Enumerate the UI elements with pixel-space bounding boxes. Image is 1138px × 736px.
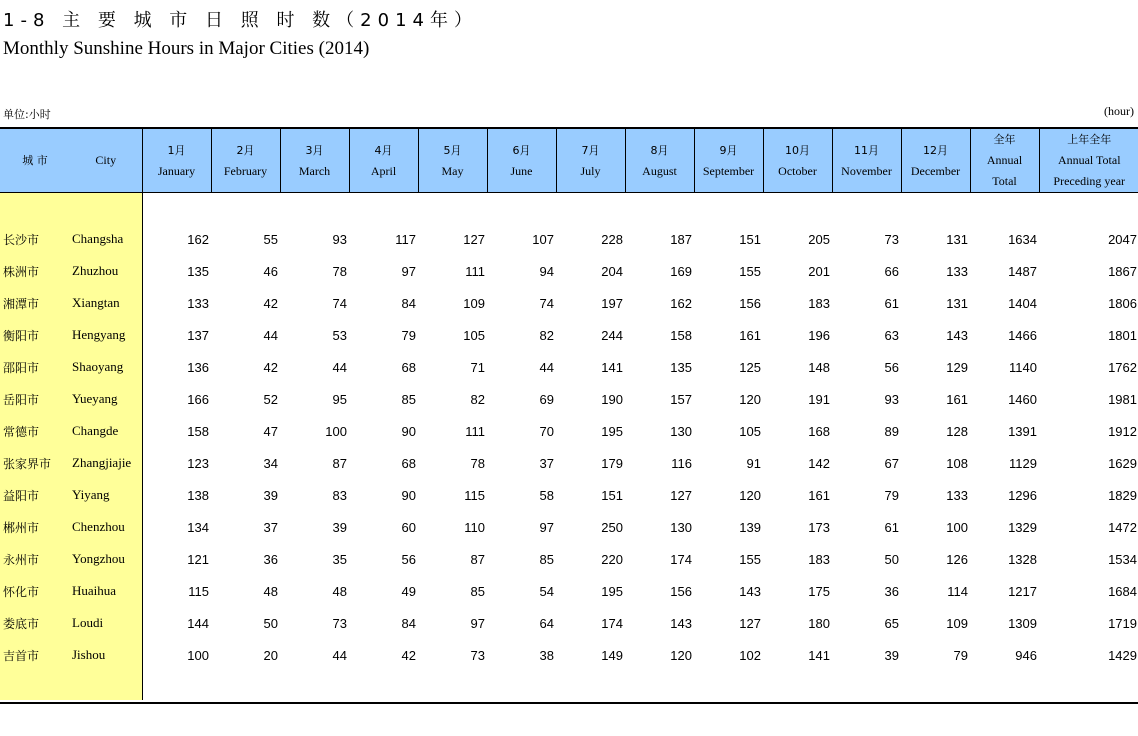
- month-value-cell: 97: [401, 263, 416, 279]
- month-value-cell: 50: [263, 615, 278, 631]
- month-value-cell: 143: [739, 583, 761, 599]
- month-value-cell: 143: [670, 615, 692, 631]
- city-name-en: Hengyang: [70, 319, 142, 351]
- month-value-cell: 114: [947, 583, 968, 599]
- month-value-cell: 151: [739, 231, 761, 247]
- month-value-cell: 87: [332, 455, 347, 471]
- month-value-cell: 56: [884, 359, 899, 375]
- month-value-cell: 46: [263, 263, 278, 279]
- month-value-cell: 158: [670, 327, 692, 343]
- month-value-cell: 84: [401, 295, 416, 311]
- month-value-cell: 111: [465, 263, 485, 279]
- month-value-cell: 205: [808, 231, 830, 247]
- month-value-cell: 36: [263, 551, 278, 567]
- month-value-cell: 117: [395, 231, 416, 247]
- city-name-cn: 衡阳市: [0, 319, 70, 351]
- header-month-5: 5月 May: [418, 128, 487, 193]
- annual-total-cell: 1466: [1008, 327, 1037, 343]
- preceding-year-cell: 1867: [1108, 263, 1137, 279]
- month-value-cell: 84: [401, 615, 416, 631]
- month-value-cell: 204: [601, 263, 623, 279]
- preceding-year-cell: 1806: [1108, 295, 1137, 311]
- month-value-cell: 78: [470, 455, 485, 471]
- table-row: [0, 447, 1138, 479]
- city-name-cn: 娄底市: [0, 607, 70, 639]
- month-value-cell: 142: [808, 455, 830, 471]
- city-name-cn: 怀化市: [0, 575, 70, 607]
- month-value-cell: 162: [670, 295, 692, 311]
- month-value-cell: 169: [670, 263, 692, 279]
- city-name-en: Huaihua: [70, 575, 142, 607]
- month-value-cell: 109: [946, 615, 968, 631]
- city-name-en: Chenzhou: [70, 511, 142, 543]
- month-value-cell: 162: [187, 231, 209, 247]
- month-value-cell: 187: [670, 231, 692, 247]
- month-value-cell: 73: [332, 615, 347, 631]
- month-value-cell: 93: [332, 231, 347, 247]
- month-value-cell: 47: [263, 423, 278, 439]
- month-value-cell: 244: [601, 327, 623, 343]
- month-value-cell: 123: [187, 455, 209, 471]
- month-value-cell: 155: [739, 551, 761, 567]
- month-value-cell: 36: [884, 583, 899, 599]
- month-value-cell: 133: [187, 295, 209, 311]
- month-value-cell: 166: [187, 391, 209, 407]
- city-name-en: Yongzhou: [70, 543, 142, 575]
- month-value-cell: 175: [808, 583, 830, 599]
- preceding-year-cell: 1629: [1108, 455, 1137, 471]
- month-value-cell: 74: [332, 295, 347, 311]
- month-value-cell: 156: [739, 295, 761, 311]
- month-value-cell: 115: [464, 487, 485, 503]
- month-value-cell: 85: [470, 583, 485, 599]
- table-body: [0, 193, 1138, 701]
- month-value-cell: 158: [187, 423, 209, 439]
- table-row: [0, 575, 1138, 607]
- month-value-cell: 127: [463, 231, 485, 247]
- month-value-cell: 120: [670, 647, 692, 663]
- month-value-cell: 174: [670, 551, 692, 567]
- month-value-cell: 63: [884, 327, 899, 343]
- month-value-cell: 135: [670, 359, 692, 375]
- city-name-en: Yueyang: [70, 383, 142, 415]
- preceding-year-cell: 2047: [1108, 231, 1137, 247]
- preceding-year-cell: 1912: [1108, 423, 1137, 439]
- month-value-cell: 155: [739, 263, 761, 279]
- month-value-cell: 120: [739, 487, 761, 503]
- month-value-cell: 180: [808, 615, 830, 631]
- preceding-year-cell: 1684: [1108, 583, 1137, 599]
- month-value-cell: 37: [263, 519, 278, 535]
- annual-total-cell: 1296: [1008, 487, 1037, 503]
- month-value-cell: 87: [470, 551, 485, 567]
- month-value-cell: 50: [884, 551, 899, 567]
- month-value-cell: 130: [670, 423, 692, 439]
- month-value-cell: 195: [601, 583, 623, 599]
- annual-total-cell: 1487: [1008, 263, 1037, 279]
- city-name-cn: 郴州市: [0, 511, 70, 543]
- header-city-en: City: [70, 128, 142, 193]
- month-value-cell: 54: [539, 583, 554, 599]
- annual-total-cell: 1129: [1009, 455, 1037, 471]
- month-value-cell: 39: [884, 647, 899, 663]
- table-row: [0, 479, 1138, 511]
- month-value-cell: 196: [808, 327, 830, 343]
- city-name-en: Jishou: [70, 639, 142, 671]
- month-value-cell: 108: [946, 455, 968, 471]
- month-value-cell: 85: [401, 391, 416, 407]
- month-value-cell: 149: [601, 647, 623, 663]
- month-value-cell: 133: [946, 263, 968, 279]
- table-row: [0, 543, 1138, 575]
- page-title-english: Monthly Sunshine Hours in Major Cities (2014): [3, 38, 370, 59]
- annual-total-cell: 1634: [1008, 231, 1037, 247]
- month-value-cell: 37: [539, 455, 554, 471]
- month-value-cell: 102: [739, 647, 761, 663]
- month-value-cell: 197: [601, 295, 623, 311]
- month-value-cell: 70: [539, 423, 554, 439]
- header-month-11: 11月 November: [832, 128, 901, 193]
- annual-total-cell: 1404: [1008, 295, 1037, 311]
- header-month-7: 7月 July: [556, 128, 625, 193]
- spacer-row: [0, 193, 1138, 224]
- month-value-cell: 168: [808, 423, 830, 439]
- month-value-cell: 161: [739, 327, 761, 343]
- header-month-3: 3月 March: [280, 128, 349, 193]
- table-row: [0, 351, 1138, 383]
- month-value-cell: 128: [946, 423, 968, 439]
- month-value-cell: 73: [470, 647, 485, 663]
- header-annual-total: 全年 Annual Total: [970, 128, 1039, 193]
- header-month-9: 9月 September: [694, 128, 763, 193]
- month-value-cell: 53: [332, 327, 347, 343]
- table-row: [0, 415, 1138, 447]
- month-value-cell: 191: [808, 391, 830, 407]
- month-value-cell: 100: [187, 647, 209, 663]
- month-value-cell: 105: [463, 327, 485, 343]
- month-value-cell: 100: [946, 519, 968, 535]
- city-name-en: Xiangtan: [70, 287, 142, 319]
- month-value-cell: 85: [539, 551, 554, 567]
- month-value-cell: 127: [739, 615, 761, 631]
- month-value-cell: 83: [332, 487, 347, 503]
- month-value-cell: 61: [884, 295, 899, 311]
- month-value-cell: 161: [946, 391, 968, 407]
- month-value-cell: 42: [263, 359, 278, 375]
- city-name-cn: 邵阳市: [0, 351, 70, 383]
- month-value-cell: 38: [539, 647, 554, 663]
- month-value-cell: 67: [884, 455, 899, 471]
- month-value-cell: 93: [884, 391, 899, 407]
- month-value-cell: 173: [808, 519, 830, 535]
- month-value-cell: 107: [532, 231, 554, 247]
- table-row: [0, 287, 1138, 319]
- month-value-cell: 69: [539, 391, 554, 407]
- month-value-cell: 48: [332, 583, 347, 599]
- month-value-cell: 95: [332, 391, 347, 407]
- month-value-cell: 100: [325, 423, 347, 439]
- month-value-cell: 141: [808, 647, 830, 663]
- sunshine-hours-table: [0, 127, 1138, 700]
- month-value-cell: 139: [739, 519, 761, 535]
- month-value-cell: 52: [263, 391, 278, 407]
- city-name-cn: 常德市: [0, 415, 70, 447]
- month-value-cell: 68: [401, 359, 416, 375]
- table-row: [0, 607, 1138, 639]
- month-value-cell: 44: [263, 327, 278, 343]
- month-value-cell: 42: [263, 295, 278, 311]
- header-preceding-year: 上年全年 Annual Total Preceding year: [1039, 128, 1138, 193]
- city-name-cn: 岳阳市: [0, 383, 70, 415]
- month-value-cell: 183: [808, 295, 830, 311]
- city-name-en: Zhuzhou: [70, 255, 142, 287]
- month-value-cell: 64: [539, 615, 554, 631]
- month-value-cell: 195: [601, 423, 623, 439]
- month-value-cell: 49: [401, 583, 416, 599]
- month-value-cell: 90: [401, 423, 416, 439]
- month-value-cell: 133: [946, 487, 968, 503]
- month-value-cell: 157: [670, 391, 692, 407]
- header-month-1: 1月 January: [142, 128, 211, 193]
- month-value-cell: 56: [401, 551, 416, 567]
- month-value-cell: 61: [884, 519, 899, 535]
- month-value-cell: 161: [808, 487, 830, 503]
- month-value-cell: 97: [539, 519, 554, 535]
- annual-total-cell: 1329: [1008, 519, 1037, 535]
- header-month-10: 10月 October: [763, 128, 832, 193]
- month-value-cell: 105: [739, 423, 761, 439]
- month-value-cell: 68: [401, 455, 416, 471]
- month-value-cell: 60: [401, 519, 416, 535]
- month-value-cell: 116: [671, 455, 692, 471]
- table-row: [0, 511, 1138, 543]
- bottom-rule: [0, 702, 1138, 704]
- annual-total-cell: 1217: [1008, 583, 1037, 599]
- month-value-cell: 136: [187, 359, 209, 375]
- month-value-cell: 151: [601, 487, 623, 503]
- table-row: [0, 383, 1138, 415]
- annual-total-cell: 1391: [1008, 423, 1037, 439]
- padding-row: [0, 671, 1138, 700]
- city-name-en: Shaoyang: [70, 351, 142, 383]
- month-value-cell: 65: [884, 615, 899, 631]
- month-value-cell: 131: [946, 295, 968, 311]
- month-value-cell: 126: [946, 551, 968, 567]
- month-value-cell: 120: [739, 391, 761, 407]
- unit-label-chinese: 单位:小时: [3, 108, 51, 121]
- city-name-en: Loudi: [70, 607, 142, 639]
- month-value-cell: 201: [808, 263, 830, 279]
- month-value-cell: 190: [601, 391, 623, 407]
- preceding-year-cell: 1801: [1108, 327, 1137, 343]
- city-name-cn: 张家界市: [0, 447, 70, 479]
- city-name-cn: 永州市: [0, 543, 70, 575]
- unit-label-english: (hour): [1104, 104, 1134, 118]
- city-name-cn: 益阳市: [0, 479, 70, 511]
- month-value-cell: 135: [187, 263, 209, 279]
- month-value-cell: 44: [332, 647, 347, 663]
- preceding-year-cell: 1429: [1108, 647, 1137, 663]
- month-value-cell: 39: [332, 519, 347, 535]
- month-value-cell: 131: [946, 231, 968, 247]
- month-value-cell: 97: [470, 615, 485, 631]
- month-value-cell: 137: [187, 327, 209, 343]
- header-month-12: 12月 December: [901, 128, 970, 193]
- header-month-2: 2月 February: [211, 128, 280, 193]
- month-value-cell: 39: [263, 487, 278, 503]
- month-value-cell: 55: [263, 231, 278, 247]
- month-value-cell: 48: [263, 583, 278, 599]
- month-value-cell: 89: [884, 423, 899, 439]
- header-row: [0, 128, 1138, 193]
- preceding-year-cell: 1534: [1108, 551, 1137, 567]
- month-value-cell: 115: [188, 583, 209, 599]
- header-month-4: 4月 April: [349, 128, 418, 193]
- header-month-6: 6月 June: [487, 128, 556, 193]
- month-value-cell: 109: [463, 295, 485, 311]
- month-value-cell: 156: [670, 583, 692, 599]
- month-value-cell: 121: [187, 551, 209, 567]
- city-name-cn: 长沙市: [0, 223, 70, 255]
- annual-total-cell: 1460: [1008, 391, 1037, 407]
- month-value-cell: 79: [401, 327, 416, 343]
- month-value-cell: 79: [953, 647, 968, 663]
- month-value-cell: 144: [187, 615, 209, 631]
- month-value-cell: 90: [401, 487, 416, 503]
- month-value-cell: 34: [263, 455, 278, 471]
- preceding-year-cell: 1829: [1108, 487, 1137, 503]
- month-value-cell: 141: [601, 359, 623, 375]
- annual-total-cell: 1328: [1008, 551, 1037, 567]
- city-name-cn: 吉首市: [0, 639, 70, 671]
- month-value-cell: 44: [332, 359, 347, 375]
- city-name-en: Changsha: [70, 223, 142, 255]
- month-value-cell: 228: [601, 231, 623, 247]
- month-value-cell: 143: [946, 327, 968, 343]
- annual-total-cell: 946: [1015, 647, 1037, 663]
- preceding-year-cell: 1762: [1108, 359, 1137, 375]
- month-value-cell: 183: [808, 551, 830, 567]
- month-value-cell: 73: [884, 231, 899, 247]
- city-name-cn: 株洲市: [0, 255, 70, 287]
- table-row: [0, 223, 1138, 255]
- preceding-year-cell: 1472: [1108, 519, 1137, 535]
- city-name-cn: 湘潭市: [0, 287, 70, 319]
- month-value-cell: 79: [884, 487, 899, 503]
- preceding-year-cell: 1981: [1108, 391, 1137, 407]
- month-value-cell: 94: [539, 263, 554, 279]
- month-value-cell: 220: [601, 551, 623, 567]
- month-value-cell: 66: [884, 263, 899, 279]
- month-value-cell: 111: [465, 423, 485, 439]
- month-value-cell: 127: [670, 487, 692, 503]
- month-value-cell: 71: [470, 359, 485, 375]
- month-value-cell: 44: [539, 359, 554, 375]
- month-value-cell: 35: [332, 551, 347, 567]
- month-value-cell: 82: [539, 327, 554, 343]
- month-value-cell: 129: [946, 359, 968, 375]
- month-value-cell: 134: [187, 519, 209, 535]
- month-value-cell: 74: [539, 295, 554, 311]
- table-row: [0, 319, 1138, 351]
- month-value-cell: 42: [401, 647, 416, 663]
- page-title-chinese: 1-8 主 要 城 市 日 照 时 数（2014年）: [3, 10, 478, 31]
- month-value-cell: 110: [464, 519, 485, 535]
- month-value-cell: 91: [746, 455, 761, 471]
- month-value-cell: 82: [470, 391, 485, 407]
- month-value-cell: 78: [332, 263, 347, 279]
- month-value-cell: 174: [601, 615, 623, 631]
- table-row: [0, 255, 1138, 287]
- month-value-cell: 125: [739, 359, 761, 375]
- city-name-en: Zhangjiajie: [70, 447, 142, 479]
- month-value-cell: 138: [187, 487, 209, 503]
- month-value-cell: 179: [601, 455, 623, 471]
- month-value-cell: 20: [263, 647, 278, 663]
- month-value-cell: 250: [601, 519, 623, 535]
- table-row: [0, 639, 1138, 671]
- month-value-cell: 58: [539, 487, 554, 503]
- annual-total-cell: 1140: [1009, 359, 1037, 375]
- preceding-year-cell: 1719: [1108, 615, 1137, 631]
- header-month-8: 8月 August: [625, 128, 694, 193]
- header-city-cn: 城 市: [0, 128, 70, 193]
- city-name-en: Yiyang: [70, 479, 142, 511]
- month-value-cell: 130: [670, 519, 692, 535]
- month-value-cell: 148: [808, 359, 830, 375]
- city-name-en: Changde: [70, 415, 142, 447]
- annual-total-cell: 1309: [1008, 615, 1037, 631]
